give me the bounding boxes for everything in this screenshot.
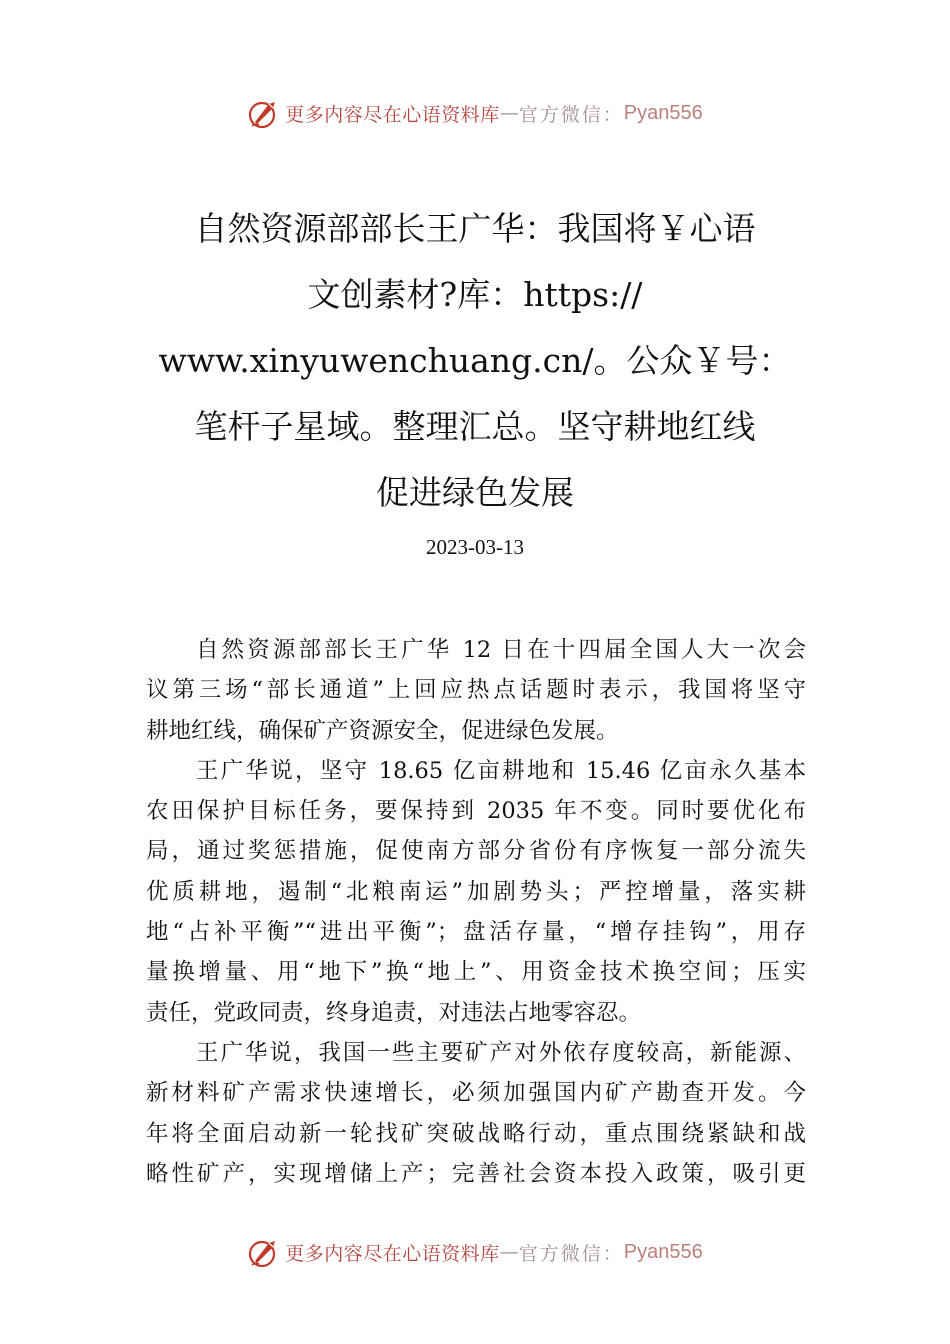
banner-main-text: 更多内容尽在心语资料库 (285, 1242, 500, 1265)
banner-wechat-id: Pyan556 (623, 101, 703, 124)
publish-date: 2023-03-13 (426, 535, 524, 559)
body-line: 责任，党政同责，终身追责，对违法占地零容忍。 (146, 999, 642, 1026)
body-line: 议第三场“部长通道”上回应热点话题时表示，我国将坚守 (146, 677, 806, 704)
banner-dash: — (499, 1241, 519, 1263)
body-line: 局，通过奖惩措施，促使南方部分省份有序恢复一部分流失 (146, 838, 806, 865)
body-line: 王广华说，坚守 18.65 亿亩耕地和 15.46 亿亩永久基本 (196, 757, 806, 784)
title-line: 促进绿色发展 (376, 473, 574, 512)
body-line: 自然资源部部长王广华 12 日在十四届全国人大一次会 (196, 637, 806, 663)
body-line: 耕地红线，确保矿产资源安全，促进绿色发展。 (146, 717, 619, 744)
title-line: www.xinyuwenchuang.cn/。公众￥号： (158, 341, 792, 380)
body-line: 地“占补平衡”“进出平衡”；盘活存量，“增存挂钩”，用存 (146, 919, 806, 946)
title-line: 自然资源部部长王广华：我国将￥心语 (194, 209, 756, 248)
body-line: 略性矿产，实现增储上产；完善社会资本投入政策，吸引更 (146, 1160, 806, 1187)
title-line: 笔杆子星域。整理汇总。坚守耕地红线 (194, 407, 756, 446)
body-line: 量换增量、用“地下”换“地上”、用资金技术换空间；压实 (146, 959, 806, 986)
banner-wechat-id: Pyan556 (623, 1240, 703, 1263)
banner-wechat-label: 官方微信： (518, 1242, 624, 1265)
body-line: 优质耕地，遏制“北粮南运”加剧势头；严控增量，落实耕 (146, 878, 806, 905)
banner-main-text: 更多内容尽在心语资料库 (285, 103, 500, 126)
document-title (150, 196, 800, 526)
pen-nib-logo-icon (247, 96, 281, 130)
body-line: 王广华说，我国一些主要矿产对外依存度较高，新能源、 (196, 1039, 806, 1066)
banner-dash: — (499, 102, 519, 124)
body-line: 新材料矿产需求快速增长，必须加强国内矿产勘查开发。今 (146, 1080, 806, 1107)
footer-banner (0, 1235, 950, 1269)
title-line: 文创素材?库：https:// (307, 275, 643, 314)
body-line: 农田保护目标任务，要保持到 2035 年不变。同时要优化布 (146, 798, 806, 825)
header-banner (0, 96, 950, 130)
pen-nib-logo-icon (247, 1235, 281, 1269)
body-line: 年将全面启动新一轮找矿突破战略行动，重点围绕紧缺和战 (146, 1120, 806, 1147)
article-body (146, 630, 806, 1194)
banner-wechat-label: 官方微信： (518, 103, 624, 126)
